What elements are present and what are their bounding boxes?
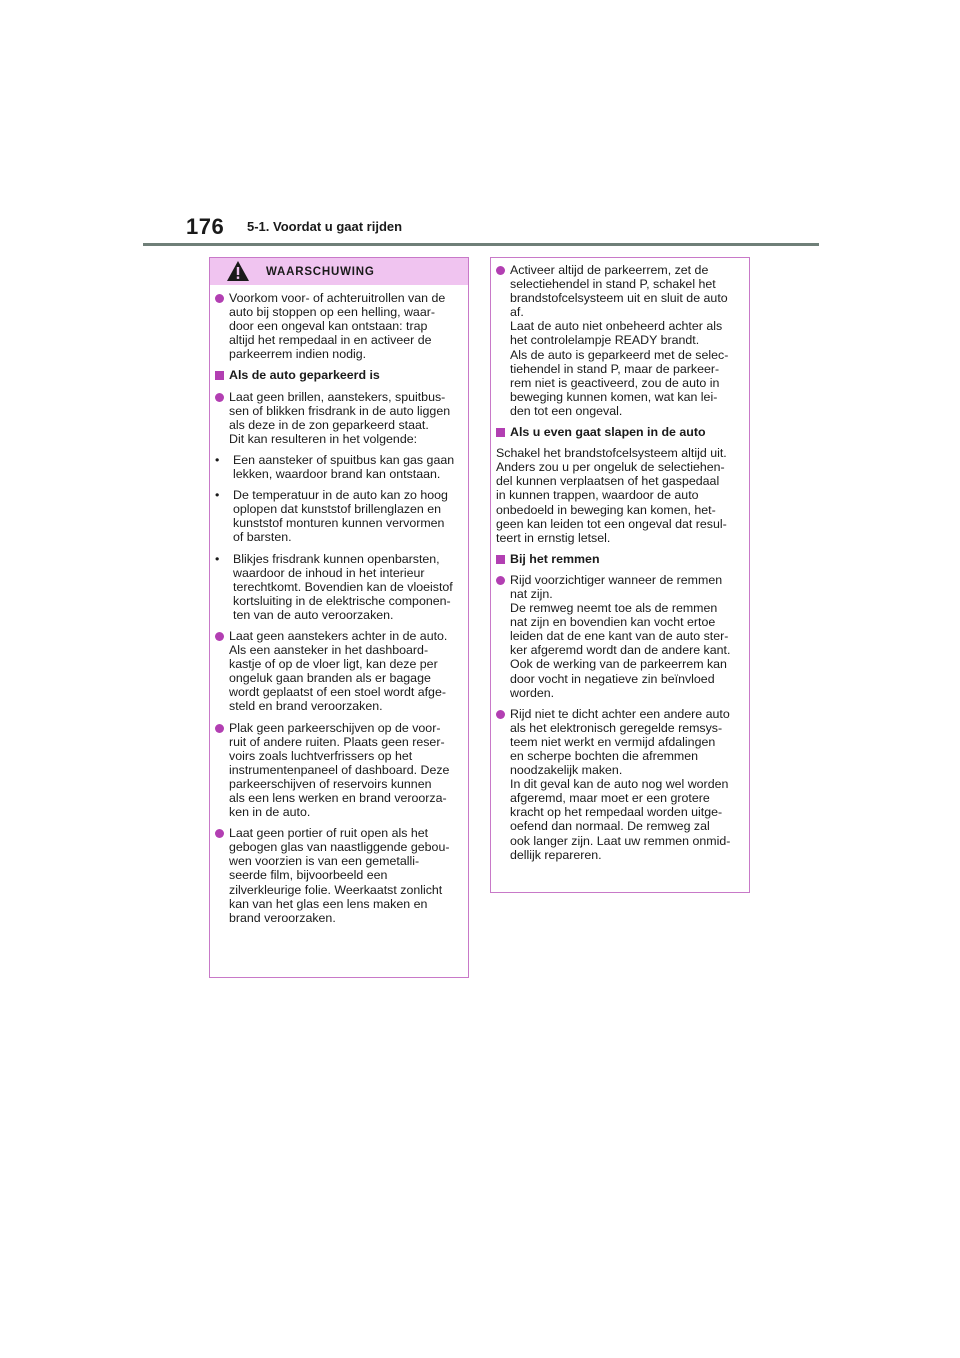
item-text: Voorkom voor- of achteruitrollen van de auto bij stoppen op een helling, waar- door een ongeval kan ontstaan: trap altijd het rempedaal in en activeer de parkeerrem indien nodig. bbox=[229, 291, 446, 362]
item-text: Laat geen brillen, aanstekers, spuitbus- sen of blikken frisdrank in de auto liggen als deze in de zon geparkeerd staat. Dit kan resulteren in het volgende: bbox=[229, 389, 451, 446]
warning-body-left bbox=[210, 285, 468, 925]
circle-bullet-icon bbox=[215, 294, 224, 303]
list-item bbox=[215, 721, 460, 820]
list-item bbox=[215, 629, 460, 714]
list-item bbox=[215, 453, 460, 481]
page-number: 176 bbox=[186, 214, 225, 239]
subheading bbox=[496, 425, 741, 439]
list-item bbox=[496, 707, 741, 862]
item-text: Een aansteker of spuitbus kan gas gaan lekken, waardoor brand kan ontstaan. bbox=[233, 452, 455, 482]
item-text: Blikjes frisdrank kunnen openbarsten, waardoor de inhoud in het interieur terechtkomt. Bovendien kan de vloeistof kortsluiting in de elektrische componen- ten van de auto veroorzaken. bbox=[233, 551, 453, 622]
circle-bullet-icon bbox=[496, 266, 505, 275]
item-text: Rijd voorzichtiger wanneer de remmen nat zijn. De remweg neemt toe als de remmen nat zijn en bovendien kan vocht ertoe leiden dat de ene kant van de auto ster- ker afgeremd wordt dan de andere kant. Ook de werking van de parkeerrem kan door vocht in negatieve zin beïnvloed worden. bbox=[510, 572, 731, 700]
list-item bbox=[496, 573, 741, 700]
list-item bbox=[215, 552, 460, 622]
warning-triangle-icon bbox=[226, 260, 250, 282]
item-text: Plak geen parkeerschijven op de voor- ruit of andere ruiten. Plaats geen reser- voirs zoals luchtverfrissers op het instrumentenpaneel of dashboard. Deze parkeerschijven of reservoirs kunnen als een lens werken en brand veroorza- ken in de auto. bbox=[229, 720, 450, 820]
header-rule bbox=[143, 243, 819, 246]
item-text: Laat geen portier of ruit open als het gebogen glas van naastliggende gebou- wen voorzien is van een gemetalli- seerde film, bijvoorbeeld een zilverkleurige folie. Weerkaatst zonlicht kan van het glas een lens maken en brand veroorzaken. bbox=[229, 826, 450, 925]
square-bullet-icon bbox=[496, 428, 505, 437]
subheading bbox=[496, 552, 741, 566]
subheading bbox=[215, 368, 460, 382]
item-text: Activeer altijd de parkeerrem, zet de selectiehendel in stand P, schakel het brandstofcelsysteem uit en sluit de auto af. Laat de auto niet onbeheerd achter als het controlelampje READY brandt. Als de auto is geparkeerd met de selec- tiehendel in stand P, maar de parkeer- rem niet is geactiveerd, zou de auto in beweging kunnen komen, wat kan lei- den tot een ongeval. bbox=[510, 263, 729, 418]
subheading-text: Als de auto geparkeerd is bbox=[229, 368, 380, 383]
circle-bullet-icon bbox=[215, 829, 224, 838]
dot-bullet-icon: • bbox=[215, 488, 220, 503]
subheading-text: Als u even gaat slapen in de auto bbox=[510, 425, 706, 440]
dot-bullet-icon: • bbox=[215, 551, 220, 566]
list-item bbox=[215, 291, 460, 361]
warning-title: WAARSCHUWING bbox=[266, 266, 375, 278]
paragraph: Schakel het brandstofcelsysteem altijd uit. Anders zou u per ongeluk de selectiehen- del kunnen verplaatsen of het gaspedaal in kunnen trappen, waardoor de auto onbedoeld in beweging kan komen, het- geen kan leiden tot een ongeval dat resul- teert in ernstig letsel. bbox=[496, 446, 727, 545]
list-item bbox=[496, 263, 741, 418]
square-bullet-icon bbox=[496, 555, 505, 564]
item-text: De temperatuur in de auto kan zo hoog oplopen dat kunststof brillenglazen en kunststof monturen kunnen vervormen of barsten. bbox=[233, 488, 448, 545]
section-title: 5-1. Voordat u gaat rijden bbox=[247, 219, 403, 234]
circle-bullet-icon bbox=[215, 393, 224, 402]
warning-header bbox=[210, 258, 468, 285]
list-item bbox=[215, 826, 460, 925]
list-item bbox=[215, 390, 460, 446]
item-text: Rijd niet te dicht achter een andere auto als het elektronisch geregelde remsys- teem niet werkt en vermijd afdalingen en scherpe bochten die afremmen noodzakelijk maken. In dit geval kan de auto nog wel worden afgeremd, maar moet er een grotere kracht op het rempedaal worden uitge- oefend dan normaal. De remweg zal ook langer zijn. Laat uw remmen onmid- dellijk repareren. bbox=[510, 706, 731, 862]
circle-bullet-icon bbox=[215, 632, 224, 641]
warning-box-right bbox=[490, 257, 750, 893]
list-item bbox=[215, 488, 460, 544]
circle-bullet-icon bbox=[215, 724, 224, 733]
dot-bullet-icon: • bbox=[215, 452, 220, 467]
square-bullet-icon bbox=[215, 371, 224, 380]
subheading-text: Bij het remmen bbox=[510, 551, 600, 566]
circle-bullet-icon bbox=[496, 710, 505, 719]
circle-bullet-icon bbox=[496, 576, 505, 585]
warning-box-left bbox=[209, 257, 469, 978]
item-text: Laat geen aanstekers achter in de auto. Als een aansteker in het dashboard- kastje of op de vloer ligt, kan deze per ongeluk gaan branden als er bagage wordt geplaatst of een stoel wordt afge- steld en brand veroorzaken. bbox=[229, 628, 448, 714]
